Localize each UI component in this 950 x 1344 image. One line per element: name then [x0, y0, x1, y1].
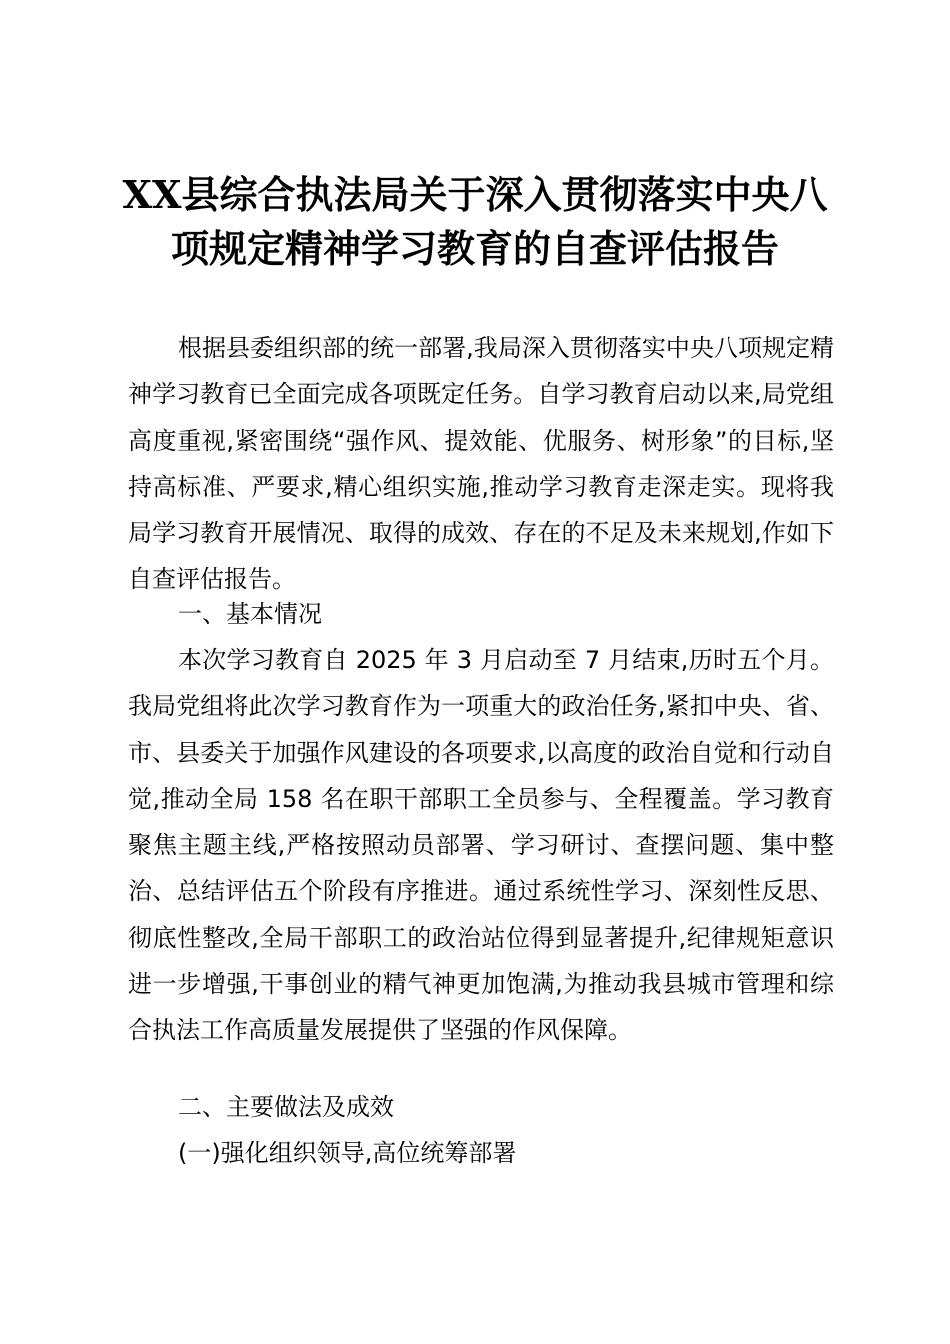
basic-situation-paragraph: 本次学习教育自 2025 年 3 月启动至 7 月结束,历时五个月。我局党组将此次学习教育作为一项重大的政治任务,紧扣中央、省、市、县委关于加强作风建设的各项要求,以高度的政治自觉和行动自觉,推动全局 158 名在职干部职工全员参与、全程覆盖。学习教育聚焦主题主线,严格按照动员部署、学习研讨、查摆问题、集中整治、总结评估五个阶段有序推进。通过系统性学习、深刻性反思、彻底性整改,全局干部职工的政治站位得到显著提升,纪律规矩意识进一步增强,干事创业的精气神更加饱满,为推动我县城市管理和综合执法工作高质量发展提供了坚强的作风保障。 — [128, 646, 834, 1045]
document-title: XX县综合执法局关于深入贯彻落实中央八项规定精神学习教育的自查评估报告 — [122, 172, 828, 271]
subsection-heading-organization: (一)强化组织领导,高位统筹部署 — [178, 1139, 517, 1167]
section-heading-basic-situation: 一、基本情况 — [178, 600, 322, 628]
section-heading-main-practices: 二、主要做法及成效 — [178, 1093, 394, 1121]
intro-paragraph: 根据县委组织部的统一部署,我局深入贯彻落实中央八项规定精神学习教育已全面完成各项既定任务。自学习教育启动以来,局党组高度重视,紧密围绕“强作风、提效能、优服务、树形象”的目标,坚持高标准、严要求,精心组织实施,推动学习教育走深走实。现将我局学习教育开展情况、取得的成效、存在的不足及未来规划,作如下自查评估报告。 — [128, 334, 834, 594]
